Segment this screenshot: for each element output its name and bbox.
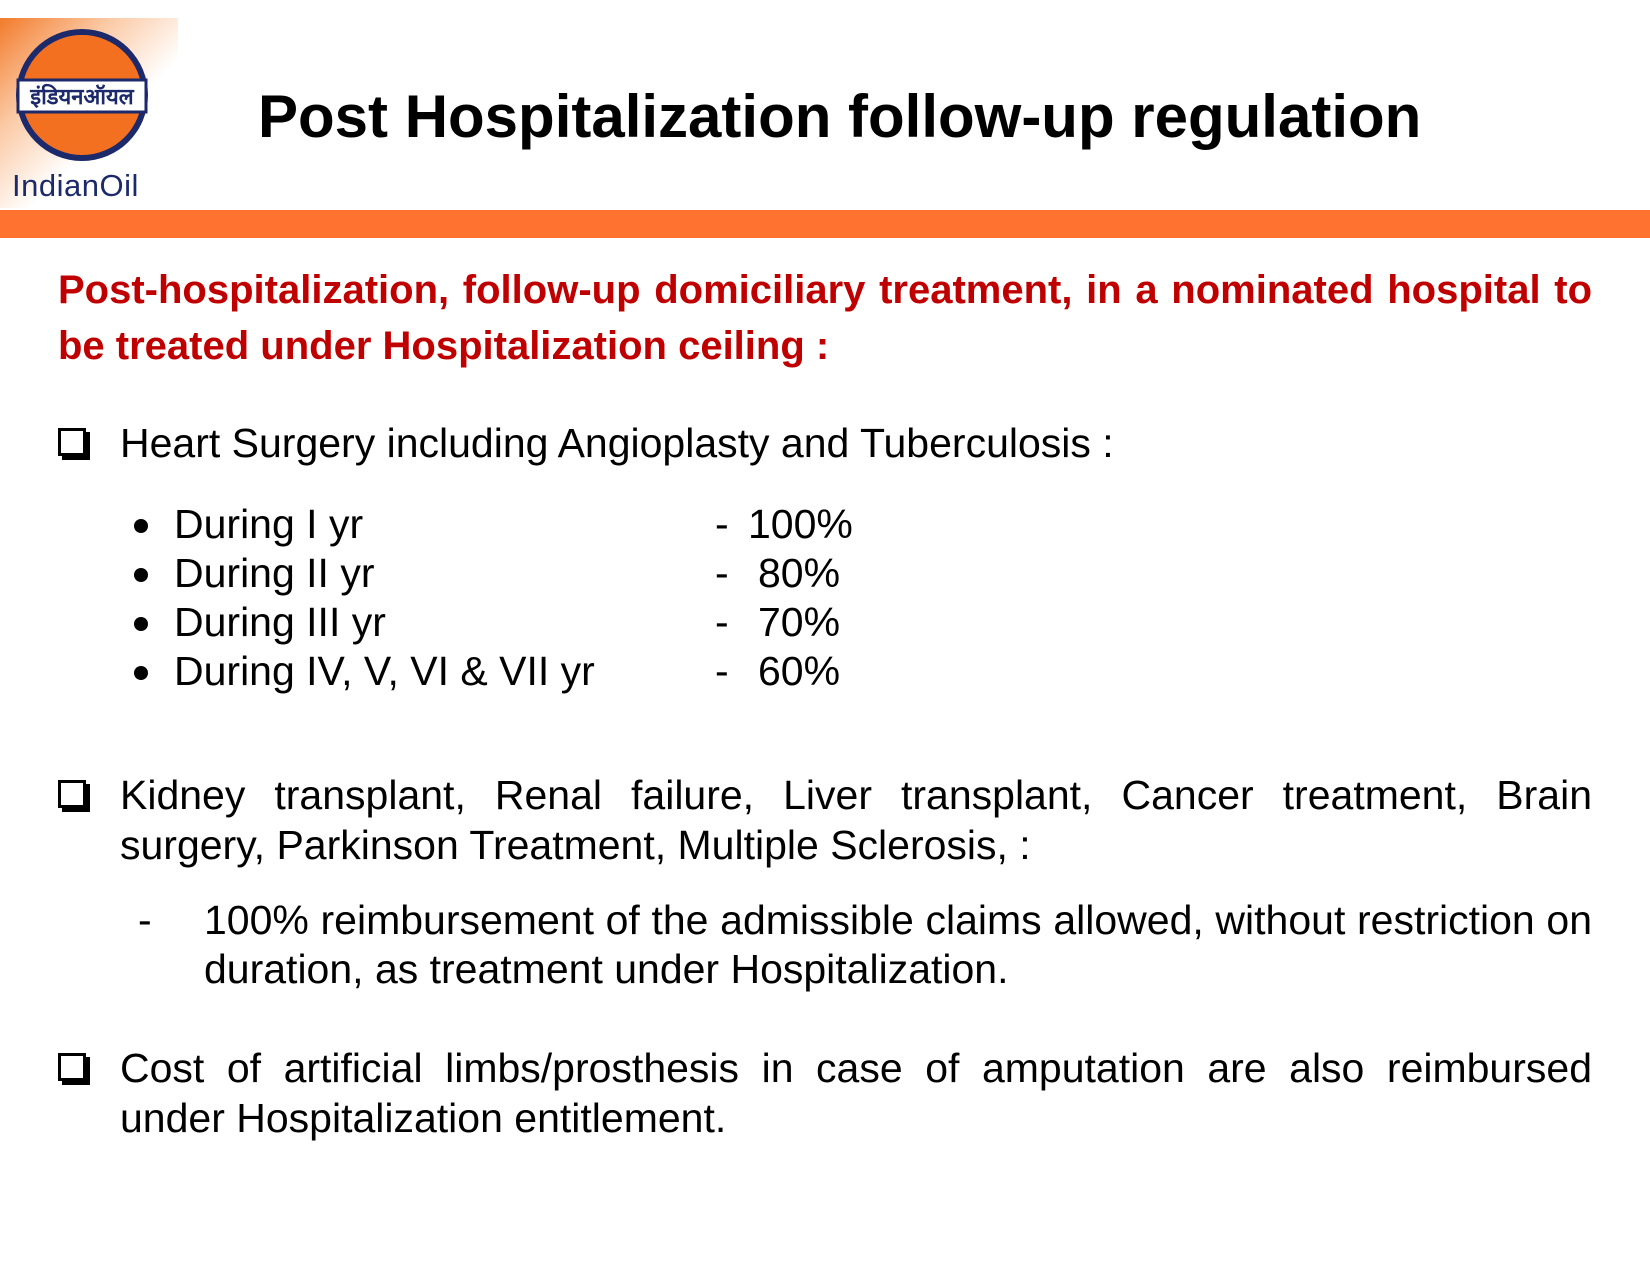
- bullet-dot-icon: [134, 617, 148, 631]
- section-artificial-limbs: [58, 1043, 1592, 1143]
- dash-bullet: -: [138, 897, 152, 943]
- section-artificial-limbs-text: Cost of artificial limbs/prosthesis in case of amputation are also reimbursed under Hospitalization entitlement.: [120, 1045, 1592, 1141]
- slide-header: [0, 0, 1650, 210]
- period-dash: -: [715, 550, 729, 596]
- square-bullet-icon: [58, 428, 86, 456]
- logo-brand-text: IndianOil: [12, 168, 139, 203]
- square-bullet-icon: [58, 1053, 86, 1081]
- bullet-dot-icon: [134, 519, 148, 533]
- logo-panel: [0, 18, 178, 208]
- period-label: During IV, V, VI & VII yr: [174, 648, 595, 694]
- bullet-dot-icon: [134, 568, 148, 582]
- square-bullet-icon: [58, 780, 86, 808]
- list-item: [130, 500, 1030, 549]
- bullet-dot-icon: [134, 666, 148, 680]
- indianoil-logo-icon: [8, 22, 156, 168]
- period-label: During I yr: [174, 501, 364, 547]
- list-item: [130, 549, 1030, 598]
- period-label: During II yr: [174, 550, 375, 596]
- list-item: [130, 647, 1030, 696]
- reimbursement-schedule: [130, 500, 1030, 696]
- period-value: 100%: [748, 501, 853, 547]
- section-heart-surgery-text: Heart Surgery including Angioplasty and Tuberculosis :: [120, 420, 1114, 466]
- period-dash: -: [715, 648, 729, 694]
- header-divider: [0, 210, 1650, 238]
- intro-text: Post-hospitalization, follow-up domiciliary treatment, in a nominated hospital to be treated under Hospitalization ceiling :: [58, 268, 1592, 368]
- full-reimbursement-text: 100% reimbursement of the admissible claims allowed, without restriction on duration, as treatment under Hospitalization.: [204, 897, 1592, 992]
- logo-hindi-text: इंडियनऑयल: [30, 85, 134, 110]
- period-dash: -: [715, 599, 729, 645]
- full-reimbursement-note: [138, 896, 1592, 994]
- section-kidney-transplant: [58, 770, 1592, 870]
- page-title: Post Hospitalization follow-up regulation: [258, 83, 1422, 150]
- period-value: 60%: [758, 648, 841, 694]
- period-value: 80%: [758, 550, 841, 596]
- list-item: [130, 598, 1030, 647]
- period-value: 70%: [758, 599, 841, 645]
- section-kidney-transplant-text: Kidney transplant, Renal failure, Liver transplant, Cancer treatment, Brain surgery, Parkinson Treatment, Multiple Sclerosis, :: [120, 772, 1592, 868]
- period-dash: -: [715, 501, 729, 547]
- section-heart-surgery: [58, 418, 1592, 468]
- period-label: During III yr: [174, 599, 386, 645]
